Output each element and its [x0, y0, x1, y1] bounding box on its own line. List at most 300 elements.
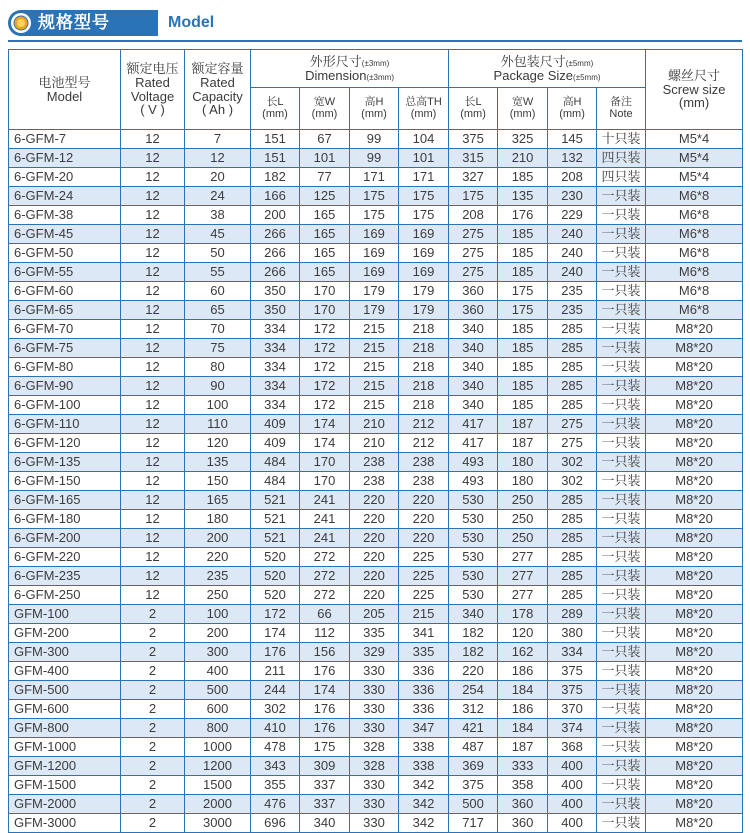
pkg-length-cell: 327	[449, 168, 498, 187]
screw-size-cell: M5*4	[646, 130, 743, 149]
dim-length-cell: 696	[251, 814, 300, 833]
dim-total-height-cell: 342	[399, 795, 449, 814]
capacity-cell: 1200	[185, 757, 251, 776]
pkg-width-cell: 187	[498, 738, 548, 757]
dim-width-cell: 241	[300, 529, 350, 548]
col-header-voltage: 额定电压 Rated Voltage ( V )	[121, 50, 185, 130]
screw-size-cell: M8*20	[646, 320, 743, 339]
dim-width-cell: 170	[300, 301, 350, 320]
pkg-note-cell: 一只装	[597, 529, 646, 548]
dim-length-cell: 151	[251, 149, 300, 168]
dim-width-cell: 176	[300, 700, 350, 719]
pkg-note-cell: 一只装	[597, 643, 646, 662]
capacity-cell: 20	[185, 168, 251, 187]
dim-length-cell: 343	[251, 757, 300, 776]
dim-width-cell: 170	[300, 472, 350, 491]
screw-size-cell: M5*4	[646, 168, 743, 187]
pkg-length-cell: 340	[449, 377, 498, 396]
model-cell: 6-GFM-12	[9, 149, 121, 168]
pkg-note-cell: 一只装	[597, 776, 646, 795]
dim-length-cell: 520	[251, 567, 300, 586]
capacity-cell: 50	[185, 244, 251, 263]
table-row	[9, 263, 743, 282]
dim-width-cell: 172	[300, 377, 350, 396]
model-cell: 6-GFM-38	[9, 206, 121, 225]
voltage-cell: 2	[121, 757, 185, 776]
pkg-length-cell: 360	[449, 282, 498, 301]
dim-total-height-cell: 220	[399, 529, 449, 548]
pkg-width-cell: 277	[498, 586, 548, 605]
capacity-cell: 65	[185, 301, 251, 320]
screw-size-cell: M8*20	[646, 358, 743, 377]
capacity-cell: 200	[185, 624, 251, 643]
model-cell: 6-GFM-220	[9, 548, 121, 567]
pkg-height-cell: 235	[548, 282, 597, 301]
table-row	[9, 206, 743, 225]
table-row	[9, 624, 743, 643]
pkg-note-cell: 一只装	[597, 795, 646, 814]
model-cell: 6-GFM-165	[9, 491, 121, 510]
model-cell: 6-GFM-45	[9, 225, 121, 244]
dim-length-cell: 520	[251, 548, 300, 567]
screw-size-cell: M8*20	[646, 396, 743, 415]
pkg-note-cell: 一只装	[597, 396, 646, 415]
pkg-note-cell: 一只装	[597, 282, 646, 301]
dim-height-cell: 330	[350, 776, 399, 795]
voltage-cell: 12	[121, 567, 185, 586]
pkg-width-cell: 325	[498, 130, 548, 149]
dim-width-cell: 174	[300, 681, 350, 700]
table-row	[9, 662, 743, 681]
voltage-cell: 2	[121, 738, 185, 757]
screw-size-cell: M8*20	[646, 434, 743, 453]
capacity-cell: 800	[185, 719, 251, 738]
voltage-cell: 12	[121, 301, 185, 320]
pkg-width-cell: 186	[498, 700, 548, 719]
voltage-cell: 12	[121, 415, 185, 434]
dim-total-height-cell: 218	[399, 377, 449, 396]
screw-size-cell: M8*20	[646, 738, 743, 757]
pkg-length-cell: 417	[449, 415, 498, 434]
screw-size-cell: M6*8	[646, 225, 743, 244]
section-title-badge	[8, 10, 158, 36]
dim-height-cell: 329	[350, 643, 399, 662]
pkg-length-cell: 530	[449, 567, 498, 586]
pkg-note-cell: 一只装	[597, 586, 646, 605]
pkg-width-cell: 186	[498, 662, 548, 681]
table-row	[9, 795, 743, 814]
dim-width-cell: 112	[300, 624, 350, 643]
voltage-cell: 12	[121, 396, 185, 415]
dim-total-height-cell: 169	[399, 244, 449, 263]
pkg-height-cell: 285	[548, 377, 597, 396]
pkg-note-cell: 一只装	[597, 206, 646, 225]
dim-height-cell: 328	[350, 757, 399, 776]
dim-height-cell: 215	[350, 396, 399, 415]
dim-total-height-cell: 215	[399, 605, 449, 624]
capacity-cell: 45	[185, 225, 251, 244]
dim-length-cell: 211	[251, 662, 300, 681]
dim-total-height-cell: 338	[399, 757, 449, 776]
screw-size-cell: M6*8	[646, 282, 743, 301]
dim-width-cell: 172	[300, 339, 350, 358]
dim-height-cell: 215	[350, 339, 399, 358]
dim-length-cell: 302	[251, 700, 300, 719]
pkg-width-cell: 184	[498, 719, 548, 738]
pkg-height-cell: 400	[548, 776, 597, 795]
col-header-dim-width: 宽W (mm)	[300, 88, 350, 130]
dim-length-cell: 166	[251, 187, 300, 206]
dim-height-cell: 179	[350, 301, 399, 320]
dim-height-cell: 220	[350, 529, 399, 548]
pkg-width-cell: 180	[498, 453, 548, 472]
voltage-cell: 12	[121, 282, 185, 301]
dim-height-cell: 175	[350, 206, 399, 225]
pkg-length-cell: 312	[449, 700, 498, 719]
pkg-height-cell: 230	[548, 187, 597, 206]
screw-size-cell: M6*8	[646, 187, 743, 206]
dim-height-cell: 99	[350, 130, 399, 149]
pkg-width-cell: 250	[498, 529, 548, 548]
dim-length-cell: 410	[251, 719, 300, 738]
dim-total-height-cell: 218	[399, 396, 449, 415]
screw-size-cell: M6*8	[646, 244, 743, 263]
pkg-height-cell: 285	[548, 358, 597, 377]
dim-total-height-cell: 218	[399, 320, 449, 339]
dim-length-cell: 476	[251, 795, 300, 814]
dim-width-cell: 77	[300, 168, 350, 187]
dim-height-cell: 330	[350, 719, 399, 738]
voltage-cell: 12	[121, 358, 185, 377]
screw-size-cell: M5*4	[646, 149, 743, 168]
pkg-note-cell: 一只装	[597, 472, 646, 491]
model-cell: 6-GFM-135	[9, 453, 121, 472]
dim-total-height-cell: 175	[399, 187, 449, 206]
dim-total-height-cell: 169	[399, 225, 449, 244]
pkg-length-cell: 369	[449, 757, 498, 776]
capacity-cell: 3000	[185, 814, 251, 833]
pkg-length-cell: 208	[449, 206, 498, 225]
dim-height-cell: 205	[350, 605, 399, 624]
capacity-cell: 12	[185, 149, 251, 168]
pkg-height-cell: 375	[548, 662, 597, 681]
model-cell: 6-GFM-60	[9, 282, 121, 301]
dim-total-height-cell: 341	[399, 624, 449, 643]
screw-size-cell: M8*20	[646, 776, 743, 795]
table-row	[9, 491, 743, 510]
dim-width-cell: 337	[300, 795, 350, 814]
pkg-note-cell: 一只装	[597, 244, 646, 263]
pkg-length-cell: 275	[449, 244, 498, 263]
table-row	[9, 339, 743, 358]
dim-width-cell: 309	[300, 757, 350, 776]
pkg-note-cell: 一只装	[597, 434, 646, 453]
pkg-width-cell: 210	[498, 149, 548, 168]
capacity-cell: 55	[185, 263, 251, 282]
dim-length-cell: 172	[251, 605, 300, 624]
model-cell: GFM-400	[9, 662, 121, 681]
voltage-cell: 12	[121, 510, 185, 529]
pkg-width-cell: 178	[498, 605, 548, 624]
dim-height-cell: 169	[350, 225, 399, 244]
dim-total-height-cell: 212	[399, 434, 449, 453]
table-row	[9, 187, 743, 206]
capacity-cell: 135	[185, 453, 251, 472]
pkg-height-cell: 400	[548, 757, 597, 776]
capacity-cell: 60	[185, 282, 251, 301]
voltage-cell: 12	[121, 377, 185, 396]
col-header-dim-total-height: 总高TH (mm)	[399, 88, 449, 130]
dim-length-cell: 521	[251, 529, 300, 548]
pkg-note-cell: 一只装	[597, 510, 646, 529]
screw-size-cell: M8*20	[646, 510, 743, 529]
table-row	[9, 225, 743, 244]
pkg-length-cell: 530	[449, 510, 498, 529]
dim-height-cell: 330	[350, 795, 399, 814]
dim-height-cell: 238	[350, 453, 399, 472]
voltage-cell: 12	[121, 339, 185, 358]
pkg-height-cell: 285	[548, 529, 597, 548]
dim-width-cell: 176	[300, 719, 350, 738]
table-row	[9, 700, 743, 719]
dim-height-cell: 220	[350, 567, 399, 586]
dim-total-height-cell: 336	[399, 662, 449, 681]
pkg-height-cell: 285	[548, 510, 597, 529]
model-cell: GFM-1200	[9, 757, 121, 776]
model-cell: 6-GFM-80	[9, 358, 121, 377]
model-cell: GFM-800	[9, 719, 121, 738]
dim-total-height-cell: 218	[399, 339, 449, 358]
dim-length-cell: 182	[251, 168, 300, 187]
dim-height-cell: 330	[350, 814, 399, 833]
pkg-note-cell: 一只装	[597, 814, 646, 833]
dim-length-cell: 266	[251, 263, 300, 282]
screw-size-cell: M6*8	[646, 263, 743, 282]
model-cell: 6-GFM-150	[9, 472, 121, 491]
pkg-height-cell: 374	[548, 719, 597, 738]
dim-length-cell: 266	[251, 244, 300, 263]
pkg-length-cell: 182	[449, 643, 498, 662]
capacity-cell: 2000	[185, 795, 251, 814]
dim-length-cell: 409	[251, 415, 300, 434]
table-row	[9, 681, 743, 700]
pkg-width-cell: 250	[498, 510, 548, 529]
voltage-cell: 12	[121, 149, 185, 168]
dim-length-cell: 484	[251, 453, 300, 472]
model-cell: 6-GFM-180	[9, 510, 121, 529]
capacity-cell: 300	[185, 643, 251, 662]
dim-length-cell: 478	[251, 738, 300, 757]
voltage-cell: 12	[121, 434, 185, 453]
pkg-length-cell: 275	[449, 263, 498, 282]
col-header-pkg-width: 宽W (mm)	[498, 88, 548, 130]
dim-width-cell: 174	[300, 415, 350, 434]
pkg-height-cell: 240	[548, 244, 597, 263]
model-cell: 6-GFM-7	[9, 130, 121, 149]
dim-width-cell: 172	[300, 396, 350, 415]
dim-height-cell: 238	[350, 472, 399, 491]
dim-width-cell: 175	[300, 738, 350, 757]
model-cell: GFM-1000	[9, 738, 121, 757]
screw-size-cell: M8*20	[646, 453, 743, 472]
dim-height-cell: 210	[350, 415, 399, 434]
pkg-width-cell: 184	[498, 681, 548, 700]
table-row	[9, 130, 743, 149]
model-cell: 6-GFM-70	[9, 320, 121, 339]
table-row	[9, 320, 743, 339]
voltage-cell: 12	[121, 130, 185, 149]
pkg-width-cell: 185	[498, 377, 548, 396]
pkg-length-cell: 717	[449, 814, 498, 833]
section-title-en: Model	[158, 10, 224, 36]
table-row	[9, 567, 743, 586]
pkg-height-cell: 285	[548, 567, 597, 586]
screw-size-cell: M8*20	[646, 795, 743, 814]
model-cell: 6-GFM-24	[9, 187, 121, 206]
dim-height-cell: 210	[350, 434, 399, 453]
col-header-capacity: 额定容量 Rated Capacity ( Ah )	[185, 50, 251, 130]
pkg-note-cell: 一只装	[597, 263, 646, 282]
pkg-height-cell: 235	[548, 301, 597, 320]
voltage-cell: 2	[121, 700, 185, 719]
screw-size-cell: M8*20	[646, 681, 743, 700]
dim-length-cell: 334	[251, 358, 300, 377]
pkg-note-cell: 一只装	[597, 225, 646, 244]
col-header-dim-length: 长L (mm)	[251, 88, 300, 130]
model-cell: 6-GFM-110	[9, 415, 121, 434]
screw-size-cell: M8*20	[646, 339, 743, 358]
pkg-note-cell: 一只装	[597, 548, 646, 567]
model-cell: GFM-300	[9, 643, 121, 662]
dim-height-cell: 169	[350, 244, 399, 263]
capacity-cell: 70	[185, 320, 251, 339]
dim-width-cell: 337	[300, 776, 350, 795]
dim-width-cell: 241	[300, 491, 350, 510]
pkg-height-cell: 285	[548, 339, 597, 358]
dim-width-cell: 165	[300, 244, 350, 263]
voltage-cell: 12	[121, 263, 185, 282]
pkg-note-cell: 一只装	[597, 605, 646, 624]
pkg-note-cell: 四只装	[597, 149, 646, 168]
dim-total-height-cell: 342	[399, 814, 449, 833]
pkg-length-cell: 275	[449, 225, 498, 244]
capacity-cell: 100	[185, 396, 251, 415]
capacity-cell: 90	[185, 377, 251, 396]
pkg-note-cell: 一只装	[597, 187, 646, 206]
pkg-height-cell: 285	[548, 586, 597, 605]
voltage-cell: 12	[121, 225, 185, 244]
model-cell: GFM-200	[9, 624, 121, 643]
voltage-cell: 2	[121, 814, 185, 833]
pkg-length-cell: 487	[449, 738, 498, 757]
col-header-pkg-note: 备注 Note	[597, 88, 646, 130]
screw-size-cell: M8*20	[646, 377, 743, 396]
col-header-package: 外包装尺寸(±5mm) Package Size(±5mm)	[449, 50, 646, 88]
dim-length-cell: 520	[251, 586, 300, 605]
dim-width-cell: 156	[300, 643, 350, 662]
pkg-height-cell: 302	[548, 453, 597, 472]
capacity-cell: 1500	[185, 776, 251, 795]
dim-total-height-cell: 101	[399, 149, 449, 168]
capacity-cell: 110	[185, 415, 251, 434]
model-cell: GFM-100	[9, 605, 121, 624]
capacity-cell: 38	[185, 206, 251, 225]
dim-width-cell: 241	[300, 510, 350, 529]
voltage-cell: 12	[121, 586, 185, 605]
table-row	[9, 358, 743, 377]
pkg-height-cell: 240	[548, 225, 597, 244]
pkg-width-cell: 120	[498, 624, 548, 643]
pkg-width-cell: 162	[498, 643, 548, 662]
dim-total-height-cell: 225	[399, 567, 449, 586]
pkg-length-cell: 360	[449, 301, 498, 320]
pkg-note-cell: 一只装	[597, 453, 646, 472]
voltage-cell: 2	[121, 681, 185, 700]
dim-height-cell: 171	[350, 168, 399, 187]
pkg-note-cell: 一只装	[597, 358, 646, 377]
capacity-cell: 7	[185, 130, 251, 149]
model-cell: 6-GFM-65	[9, 301, 121, 320]
voltage-cell: 2	[121, 776, 185, 795]
voltage-cell: 12	[121, 472, 185, 491]
dim-height-cell: 215	[350, 358, 399, 377]
table-row	[9, 301, 743, 320]
table-row	[9, 529, 743, 548]
voltage-cell: 12	[121, 244, 185, 263]
table-row	[9, 757, 743, 776]
pkg-note-cell: 一只装	[597, 662, 646, 681]
capacity-cell: 100	[185, 605, 251, 624]
dim-height-cell: 330	[350, 662, 399, 681]
voltage-cell: 12	[121, 187, 185, 206]
pkg-length-cell: 493	[449, 472, 498, 491]
pkg-width-cell: 185	[498, 225, 548, 244]
dim-total-height-cell: 335	[399, 643, 449, 662]
model-cell: GFM-1500	[9, 776, 121, 795]
voltage-cell: 2	[121, 795, 185, 814]
pkg-note-cell: 一只装	[597, 757, 646, 776]
pkg-width-cell: 333	[498, 757, 548, 776]
pkg-note-cell: 四只装	[597, 168, 646, 187]
pkg-length-cell: 175	[449, 187, 498, 206]
pkg-height-cell: 229	[548, 206, 597, 225]
screw-size-cell: M8*20	[646, 567, 743, 586]
dim-height-cell: 330	[350, 681, 399, 700]
spec-table	[8, 49, 743, 833]
model-cell: 6-GFM-200	[9, 529, 121, 548]
dim-length-cell: 244	[251, 681, 300, 700]
dim-height-cell: 335	[350, 624, 399, 643]
capacity-cell: 165	[185, 491, 251, 510]
col-header-model: 电池型号 Model	[9, 50, 121, 130]
model-cell: GFM-500	[9, 681, 121, 700]
table-header	[9, 50, 743, 130]
model-cell: 6-GFM-250	[9, 586, 121, 605]
dim-height-cell: 215	[350, 320, 399, 339]
capacity-cell: 120	[185, 434, 251, 453]
capacity-cell: 235	[185, 567, 251, 586]
pkg-length-cell: 340	[449, 396, 498, 415]
dim-width-cell: 165	[300, 263, 350, 282]
voltage-cell: 12	[121, 491, 185, 510]
model-cell: 6-GFM-100	[9, 396, 121, 415]
pkg-height-cell: 275	[548, 415, 597, 434]
voltage-cell: 12	[121, 453, 185, 472]
pkg-height-cell: 208	[548, 168, 597, 187]
pkg-length-cell: 417	[449, 434, 498, 453]
dim-height-cell: 330	[350, 700, 399, 719]
dim-total-height-cell: 225	[399, 586, 449, 605]
